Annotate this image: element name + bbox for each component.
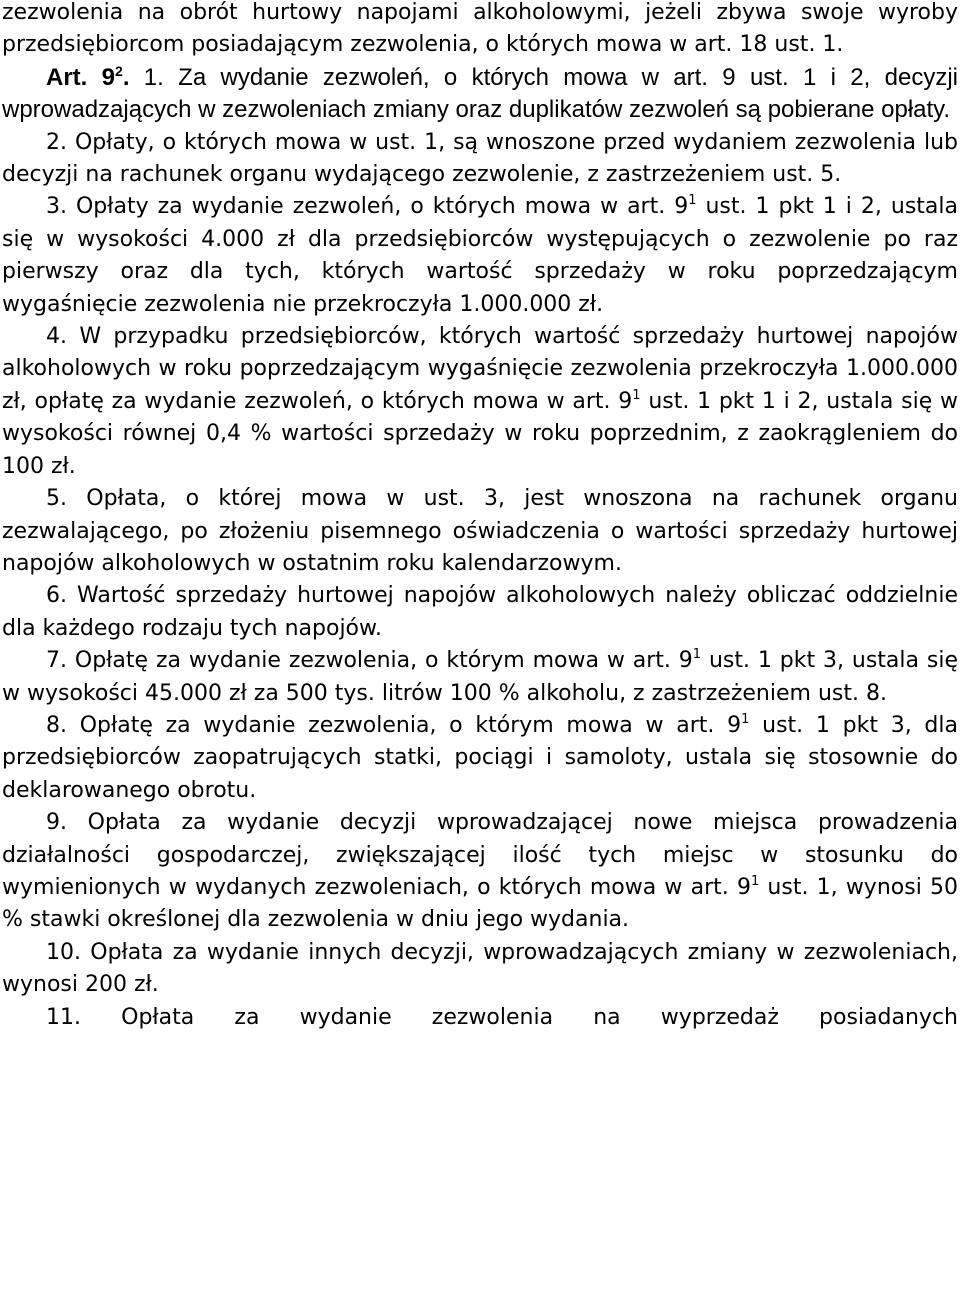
- paragraph-3-sup: 1: [688, 193, 697, 209]
- article-9-2-paragraph-1: [2, 62, 958, 127]
- paragraph-8: [2, 710, 958, 807]
- paragraph-4-sup: 1: [632, 387, 641, 403]
- paragraph-5: 5. Opłata, o której mowa w ust. 3, jest wnoszona na rachunek organu zezwalającego, po złożeniu pisemnego oświadczenia o wartości sprzedaży hurtowej napojów alkoholowych w ostatnim roku kalendarzowym.: [2, 486, 958, 576]
- paragraph-11: 11. Opłata za wydanie zezwolenia na wyprzedaż posiadanych: [46, 1004, 958, 1030]
- paragraph-7-sup: 1: [692, 647, 702, 663]
- paragraph-8-text-b: ust. 1 pkt 3, dla przedsiębiorców zaopatrujących statki, pociągi i samoloty, ustala się stosownie do deklarowanego obrotu.: [2, 712, 958, 803]
- paragraph-3-text-a: 3. Opłaty za wydanie zezwoleń, o których mowa w art. 9: [46, 194, 689, 220]
- paragraph-4-text-b: ust. 1 pkt 1 i 2, ustala się w wysokości równej 0,4 % wartości sprzedaży w roku poprzednim, z zaokrągleniem do 100 zł.: [2, 388, 958, 479]
- paragraph-3-text-b: ust. 1 pkt 1 i 2, ustala się w wysokości 4.000 zł dla przedsiębiorców występujących o zezwolenie po raz pierwszy oraz dla tych, których wartość sprzedaży w roku poprzedzającym wygaśnięcie zezwolenia nie przekroczyła 1.000.000 zł.: [2, 194, 958, 317]
- paragraph-7-text-b: ust. 1 pkt 3, ustala się w wysokości 45.000 zł za 500 tys. litrów 100 % alkoholu, z zastrzeżeniem ust. 8.: [2, 648, 958, 706]
- continuation-paragraph: zezwolenia na obrót hurtowy napojami alkoholowymi, jeżeli zbywa swoje wyroby przedsiębiorcom posiadającym zezwolenia, o których mowa w art. 18 ust. 1.: [2, 0, 958, 58]
- article-heading-prefix: Art. 9: [46, 63, 116, 91]
- paragraph-9: [2, 807, 958, 937]
- paragraph-9-sup: 1: [750, 873, 760, 889]
- paragraph-7: [2, 645, 958, 710]
- article-heading-suffix: .: [122, 63, 130, 91]
- paragraph-9-text-a: 9. Opłata za wydanie decyzji wprowadzającej nowe miejsca prowadzenia działalności gospodarczej, zwiększającej ilość tych miejsc w stosunku do wymienionych w wydanych zezwoleniach, o których mowa w art. 9: [2, 810, 958, 900]
- paragraph-1-text: 1. Za wydanie zezwoleń, o których mowa w art. 9 ust. 1 i 2, decyzji wprowadzających w zezwoleniach zmiany oraz duplikatów zezwoleń są pobierane opłaty.: [2, 63, 958, 124]
- paragraph-6: 6. Wartość sprzedaży hurtowej napojów alkoholowych należy obliczać oddzielnie dla każdego rodzaju tych napojów.: [2, 583, 958, 641]
- article-heading-sup: 2: [115, 62, 123, 79]
- paragraph-8-text-a: 8. Opłatę za wydanie zezwolenia, o którym mowa w art. 9: [46, 712, 742, 738]
- paragraph-2: 2. Opłaty, o których mowa w ust. 1, są wnoszone przed wydaniem zezwolenia lub decyzji na rachunek organu wydającego zezwolenie, z zastrzeżeniem ust. 5.: [2, 129, 958, 188]
- paragraph-4: [2, 321, 958, 483]
- paragraph-10: 10. Opłata za wydanie innych decyzji, wprowadzających zmiany w zezwoleniach, wynosi 200 zł.: [2, 939, 958, 998]
- article-heading: [46, 64, 129, 91]
- paragraph-8-sup: 1: [741, 711, 750, 727]
- paragraph-7-text-a: 7. Opłatę za wydanie zezwolenia, o którym mowa w art. 9: [46, 648, 693, 674]
- paragraph-9-text-b: ust. 1, wynosi 50 % stawki określonej dla zezwolenia w dniu jego wydania.: [2, 874, 958, 933]
- paragraph-4-text-a: 4. W przypadku przedsiębiorców, których wartość sprzedaży hurtowej napojów alkoholowych w roku poprzedzającym wygaśnięcie zezwolenia przekroczyła 1.000.000 zł, opłatę za wydanie zezwoleń, o których mowa w art. 9: [2, 324, 958, 414]
- paragraph-3: [2, 191, 958, 321]
